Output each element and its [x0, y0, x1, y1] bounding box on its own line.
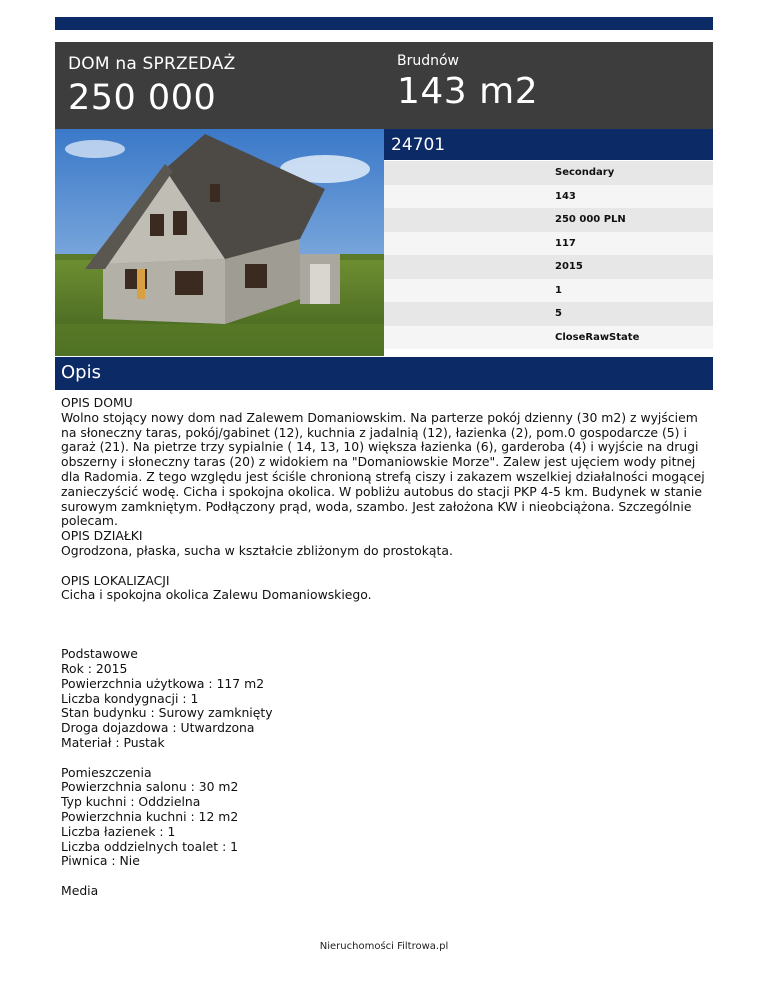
basic-item: Rok : 2015 — [61, 660, 128, 676]
basic-item: Droga dojazdowa : Utwardzona — [61, 720, 255, 736]
attribute-row: 5 — [384, 302, 713, 326]
area: 143 m2 — [397, 71, 539, 112]
top-accent-bar — [55, 17, 713, 30]
city: Brudnów — [397, 53, 460, 69]
rooms-item: Typ kuchni : Oddzielna — [61, 794, 201, 810]
rooms-item: Powierzchnia salonu : 30 m2 — [61, 779, 239, 795]
basic-heading: Podstawowe — [61, 646, 138, 662]
rooms-item: Liczba oddzielnych toalet : 1 — [61, 838, 239, 854]
attribute-row: Secondary — [384, 161, 713, 185]
attribute-list — [384, 161, 713, 349]
basic-item: Materiał : Pustak — [61, 734, 165, 750]
basic-item: Stan budynku : Surowy zamknięty — [61, 705, 273, 721]
attribute-row: CloseRawState — [384, 326, 713, 350]
attribute-row: 117 — [384, 232, 713, 256]
plot-heading: OPIS DZIAŁKI — [61, 528, 143, 544]
media-heading: Media — [61, 882, 99, 898]
plot-text: Ogrodzona, płaska, sucha w kształcie zbliżonym do prostokąta. — [61, 542, 453, 558]
house-heading: OPIS DOMU — [61, 395, 133, 410]
attribute-row: 1 — [384, 279, 713, 303]
house-photo — [55, 129, 384, 356]
offer-type: DOM na SPRZEDAŻ — [68, 54, 236, 74]
location-heading: OPIS LOKALIZACJI — [61, 572, 170, 588]
listing-id: 24701 — [391, 135, 446, 155]
basic-item: Liczba kondygnacji : 1 — [61, 690, 199, 706]
attribute-row: 250 000 PLN — [384, 208, 713, 232]
attribute-row: 2015 — [384, 255, 713, 279]
basic-item: Powierzchnia użytkowa : 117 m2 — [61, 675, 265, 691]
rooms-heading: Pomieszczenia — [61, 764, 152, 780]
house-text: Wolno stojący nowy dom nad Zalewem Domaniowskim. Na parterze pokój dzienny (30 m2) z wyjściem na słoneczny taras, pokój/gabinet (12), kuchnia z jadalnią (12), łazienka (2), pom.0 gospodarcze (5) i garaż (21). Na pietrze trzy sypialnie ( 14, 13, 10) większa łazienka (6), garderoba (4) i wyjście na drugi obszerny i słoneczny taras (20) z widokiem na "Domaniowskie Morze". Zalew jest ujęciem wody pitnej dla Radomia. Z tego względu jest ściśle chronioną strefą ciszy i zakazem wszelkiej działalności mogącej zanieczyścić wodę. Cicha i spokojna okolica. W pobliżu autobus do stacji PKP 4-5 km. Budynek w stanie surowym zamkniętym. Podłączony prąd, woda, szambo. Jest założona KW i nieobciążona. Szczególnie polecam. — [61, 409, 705, 529]
section-title: Opis — [61, 362, 101, 383]
attribute-row: 143 — [384, 185, 713, 209]
footer-agency: Nieruchomości Filtrowa.pl — [319, 941, 449, 952]
price: 250 000 — [68, 78, 217, 118]
rooms-item: Powierzchnia kuchni : 12 m2 — [61, 808, 239, 824]
section-title-bar — [55, 357, 713, 390]
rooms-item: Piwnica : Nie — [61, 853, 140, 869]
rooms-item: Liczba łazienek : 1 — [61, 823, 176, 839]
description-body — [61, 396, 711, 899]
listing-header — [55, 42, 713, 129]
location-text: Cicha i spokojna okolica Zalewu Domaniowskiego. — [61, 587, 372, 603]
listing-id-bar — [384, 129, 713, 160]
